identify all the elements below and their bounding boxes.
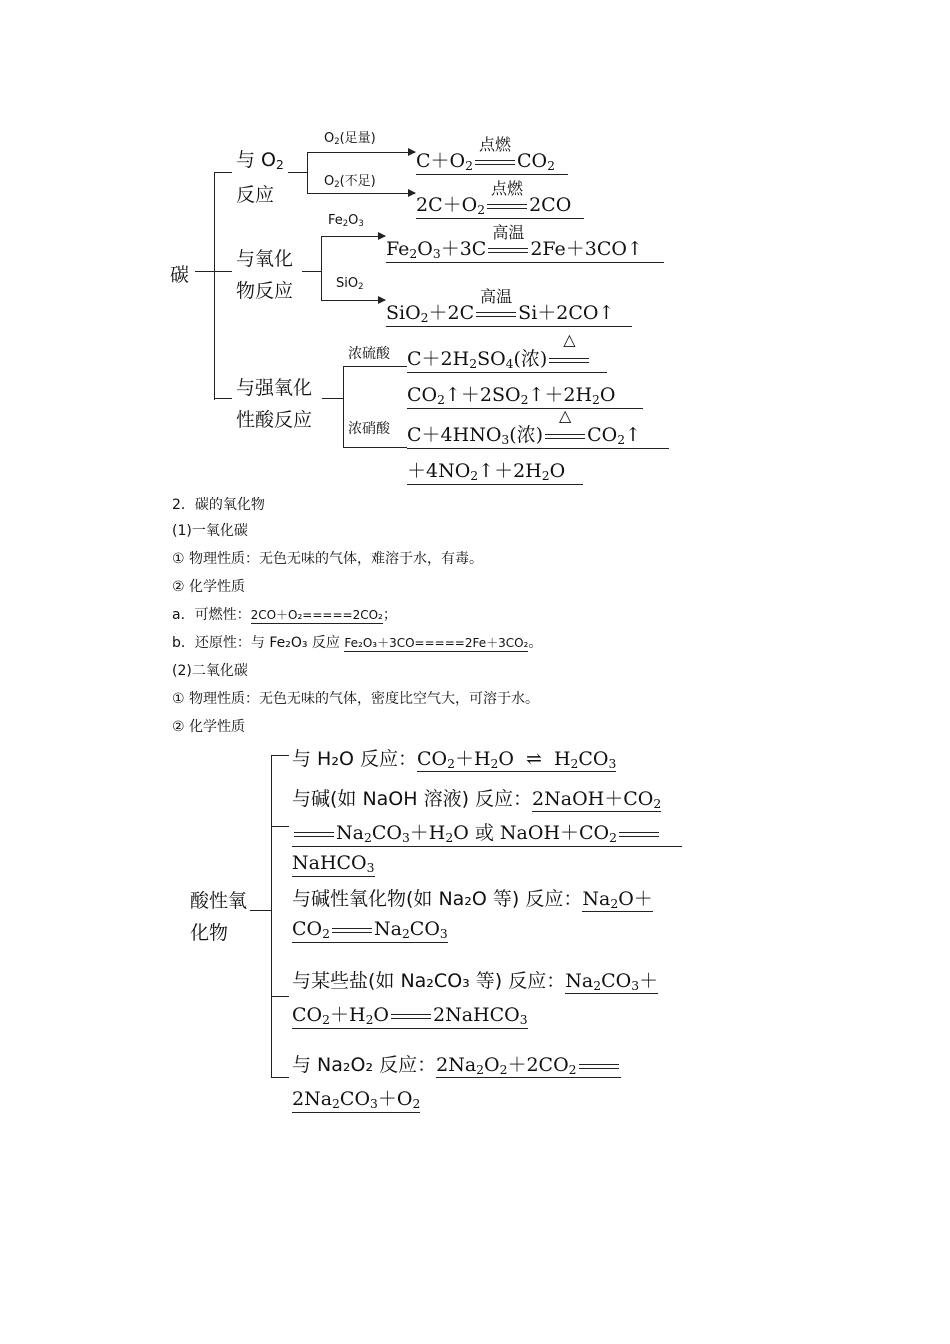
eq-c-o2-complete: $C+O_2$ 点燃 $CO_2$: [416, 146, 568, 175]
branch-oxide-label: 与氧化: [236, 248, 294, 270]
co2-salt-reaction-line2: $CO_2+H_2O$ 2NaHCO$_3$: [292, 1000, 528, 1029]
co2-title: (2)二氧化碳: [172, 663, 248, 679]
eq-sio2-c: SiO$_2$＋2C 高温 Si＋2CO ↑: [386, 298, 632, 327]
co2-na2o2-reaction: 与 Na₂O₂ 反应：$2Na_2O_2+2CO_2$: [292, 1050, 621, 1077]
co2-basic-oxide-reaction-line2: $CO_2$ $Na_2CO_3$: [292, 918, 448, 942]
cond-conc-hno3: 浓硝酸: [348, 421, 390, 437]
root-connector: [195, 271, 215, 272]
cond-conc-h2so4: 浓硫酸: [348, 346, 390, 362]
eq-c-o2-incomplete: $2C+O_2$ 点燃 2CO: [416, 190, 584, 219]
branch-acid-label-2: 性酸反应: [236, 409, 313, 431]
co2-bracket: [271, 755, 272, 1078]
root-bracket: [214, 172, 215, 400]
branch-oxide-label-2: 物反应: [236, 280, 294, 302]
co2-basic-oxide-reaction: 与碱性氧化物(如 Na₂O 等) 反应：$Na_2O+$: [292, 888, 653, 912]
cond-fe2o3: $Fe_2O_3$: [328, 213, 364, 229]
arrow-o2-insufficient: [307, 193, 415, 194]
root-label-acidic-oxide-2: 化物: [190, 922, 229, 944]
cond-sio2: SiO$_2$: [336, 276, 364, 292]
co2-chemical: ② 化学性质: [172, 719, 246, 735]
root-label-carbon: 碳: [170, 264, 190, 286]
root-label-acidic-oxide: 酸性氧: [190, 890, 248, 912]
branch-o2-label: 与 $O_2$: [236, 149, 284, 173]
co-title: (1)一氧化碳: [172, 523, 248, 539]
cond-o2-excess: $O_2$(足量): [324, 131, 376, 147]
co2-base-reaction-line2: $Na_2CO_3+H_2O$ 或 $NaOH+CO_2$: [292, 818, 682, 847]
co2-physical: ① 物理性质：无色无味的气体，密度比空气大，可溶于水。: [172, 691, 539, 707]
cond-o2-insufficient: $O_2$(不足): [324, 174, 376, 190]
co-reducibility: b．还原性：与 Fe₂O₃ 反应 Fe₂O₃＋3CO=====2Fe＋3CO₂。: [172, 635, 543, 651]
co-combustibility: a．可燃性：2CO＋O₂=====2CO₂；: [172, 607, 397, 623]
branch-o2-label-2: 反应: [236, 184, 275, 206]
branch-acid-label: 与强氧化: [236, 377, 313, 399]
co2-base-reaction-line3: NaHCO$_3$: [292, 852, 375, 876]
eq-fe2o3-c: $Fe_2O_3+3C$ 高温 2Fe＋3CO ↑: [386, 234, 664, 263]
eq-c-hno3-part2: $+4NO_2$ ↑ $+2H_2O$: [407, 456, 583, 485]
arrow-o2-excess: [307, 152, 415, 153]
co-physical: ① 物理性质：无色无味的气体，难溶于水，有毒。: [172, 551, 483, 567]
eq-c-hno3-part1: $C+4HNO_3$(浓) △ $CO_2$ ↑: [407, 420, 669, 449]
co-combustion-equation: 2CO＋O₂=====2CO₂: [250, 608, 383, 622]
co2-na2o2-reaction-line2: $2Na_2CO_3+O_2$: [292, 1084, 420, 1113]
arrow-sio2: [321, 300, 385, 301]
arrow-fe2o3: [321, 236, 385, 237]
co-chemical: ② 化学性质: [172, 579, 246, 595]
co-reduction-equation: Fe₂O₃＋3CO=====2Fe＋3CO₂: [344, 636, 529, 650]
co2-base-reaction: 与碱(如 NaOH 溶液) 反应：$2NaOH+CO_2$: [292, 788, 662, 812]
eq-c-h2so4-part2: $CO_2$ ↑ $+2SO_2$ ↑ $+2H_2O$: [407, 380, 643, 409]
co2-salt-reaction: 与某些盐(如 Na₂CO₃ 等) 反应：$Na_2CO_3+$: [292, 970, 659, 994]
co2-water-reaction: 与 H₂O 反应：$CO_2+H_2O$ ⇌ $H_2CO_3$: [292, 748, 617, 772]
section-heading: 2．碳的氧化物: [172, 497, 265, 513]
eq-c-h2so4-part1: $C+2H_2SO_4$(浓) △: [407, 344, 607, 373]
